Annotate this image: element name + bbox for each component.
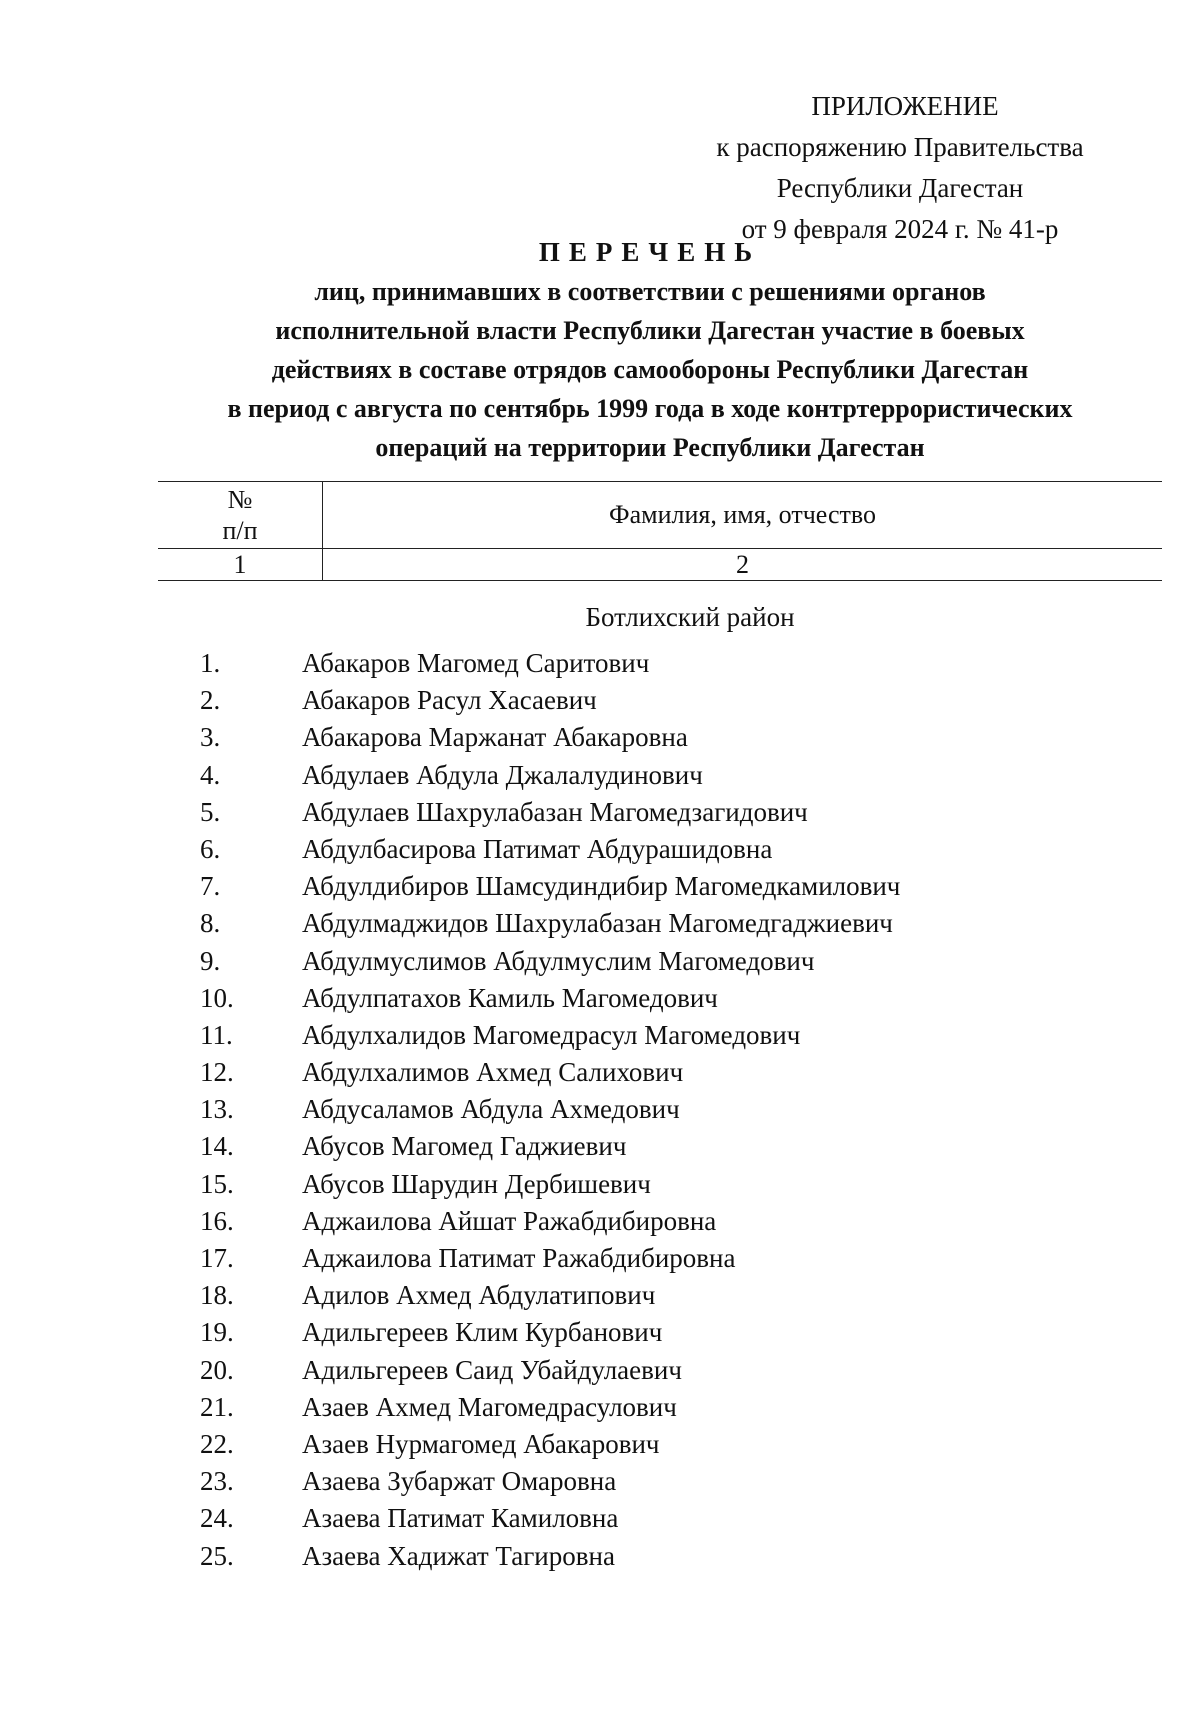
entry-name: Абдулдибиров Шамсудиндибир Магомедкамилович: [302, 871, 901, 902]
entry-number: 7.: [200, 871, 221, 902]
appendix-title: ПРИЛОЖЕНИЕ: [811, 91, 999, 121]
entry-name: Азаева Хадижат Тагировна: [302, 1540, 615, 1571]
entry-name: Абакаров Расул Хасаевич: [302, 685, 597, 716]
list-item: [0, 1240, 1200, 1277]
entry-name: Абдулбасирова Патимат Абдурашидовна: [302, 833, 773, 864]
list-item: [0, 1463, 1200, 1500]
entry-number: 1.: [200, 648, 221, 678]
column-number-header-line-1: №: [227, 485, 253, 514]
entry-name: Абдулаев Шахрулабазан Магомедзагидович: [302, 796, 808, 827]
entry-number: 5.: [200, 796, 221, 827]
entry-name: Абусов Магомед Гаджиевич: [302, 1131, 627, 1162]
column-name-index: 2: [323, 549, 1163, 581]
district-heading: Ботлихский район: [585, 602, 795, 632]
list-item: [0, 1426, 1200, 1463]
list-item: [0, 1017, 1200, 1054]
list-item: [0, 1054, 1200, 1091]
subtitle-line-4: в период с августа по сентябрь 1999 года в ходе контртеррористических: [227, 394, 1073, 423]
entry-number: 15.: [200, 1168, 234, 1199]
subtitle-line-1: лиц, принимавших в соответствии с решениями органов: [314, 277, 986, 306]
list-item: [0, 1314, 1200, 1351]
subtitle-line-3: действиях в составе отрядов самообороны Республики Дагестан: [271, 355, 1029, 384]
list-item: [0, 682, 1200, 719]
list-item: [0, 1128, 1200, 1165]
entry-number: 25.: [200, 1540, 234, 1571]
list-item: [0, 943, 1200, 980]
entry-number: 2.: [200, 685, 221, 716]
entry-name: Аджаилова Патимат Ражабдибировна: [302, 1243, 736, 1273]
appendix-line-2: Республики Дагестан: [776, 173, 1024, 203]
entry-number: 17.: [200, 1243, 234, 1273]
list-table-header: [158, 481, 1162, 581]
list-item: [0, 645, 1200, 682]
entry-number: 11.: [200, 1019, 233, 1050]
subtitle-line-5: операций на территории Республики Дагестан: [375, 433, 925, 462]
list-item: [0, 1389, 1200, 1426]
appendix-line-3: от 9 февраля 2024 г. № 41-р: [741, 214, 1059, 244]
entry-number: 23.: [200, 1466, 234, 1497]
column-number-header: [158, 482, 323, 549]
list-item: [0, 1166, 1200, 1203]
entry-name: Абдусаламов Абдула Ахмедович: [302, 1094, 680, 1125]
entry-name: Азаев Ахмед Магомедрасулович: [302, 1391, 677, 1422]
entry-number: 12.: [200, 1057, 234, 1088]
list-item: [0, 831, 1200, 868]
entry-name: Абакаров Магомед Саритович: [302, 648, 650, 678]
entry-number: 8.: [200, 908, 221, 939]
entry-number: 16.: [200, 1205, 234, 1236]
list-item: [0, 868, 1200, 905]
list-item: [0, 757, 1200, 794]
list-item: [0, 794, 1200, 831]
list-item: [0, 1203, 1200, 1240]
entry-number: 19.: [200, 1317, 234, 1348]
entry-number: 14.: [200, 1131, 234, 1162]
entry-name: Азаев Нурмагомед Абакарович: [302, 1428, 660, 1459]
appendix-block: [690, 86, 1110, 250]
entry-name: Абдулхалидов Магомедрасул Магомедович: [302, 1019, 801, 1050]
entry-number: 9.: [200, 945, 221, 976]
entry-number: 20.: [200, 1354, 234, 1385]
list-item: [0, 719, 1200, 756]
entry-number: 24.: [200, 1503, 234, 1534]
entries-list: [0, 645, 1200, 1575]
list-item: [0, 980, 1200, 1017]
entry-name: Абусов Шарудин Дербишевич: [302, 1168, 651, 1199]
entry-number: 18.: [200, 1280, 234, 1311]
entry-number: 6.: [200, 833, 221, 864]
list-item: [0, 1091, 1200, 1128]
list-item: [0, 1538, 1200, 1575]
list-item: [0, 1277, 1200, 1314]
entry-name: Адильгереев Саид Убайдулаевич: [302, 1354, 682, 1385]
entry-number: 22.: [200, 1428, 234, 1459]
column-name-header: Фамилия, имя, отчество: [323, 482, 1163, 549]
column-number-header-line-2: п/п: [222, 516, 258, 545]
document-subtitle: [150, 272, 1150, 467]
entry-number: 21.: [200, 1391, 234, 1422]
list-item: [0, 1352, 1200, 1389]
entry-number: 4.: [200, 759, 221, 790]
list-item: [0, 905, 1200, 942]
entry-name: Абдулмаджидов Шахрулабазан Магомедгаджиевич: [302, 908, 893, 939]
entry-name: Адилов Ахмед Абдулатипович: [302, 1280, 656, 1311]
entry-name: Абдулпатахов Камиль Магомедович: [302, 982, 718, 1013]
subtitle-line-2: исполнительной власти Республики Дагестан участие в боевых: [275, 316, 1025, 345]
entry-name: Абдулмуслимов Абдулмуслим Магомедович: [302, 945, 815, 976]
entry-name: Абдулхалимов Ахмед Салихович: [302, 1057, 684, 1088]
appendix-line-1: к распоряжению Правительства: [716, 132, 1084, 162]
entry-name: Аджаилова Айшат Ражабдибировна: [302, 1205, 717, 1236]
column-number-index: 1: [158, 549, 323, 581]
entry-name: Азаева Патимат Камиловна: [302, 1503, 619, 1534]
entry-number: 10.: [200, 982, 234, 1013]
entry-number: 13.: [200, 1094, 234, 1125]
entry-name: Абдулаев Абдула Джалалудинович: [302, 759, 703, 790]
list-item: [0, 1500, 1200, 1537]
document-title: ПЕРЕЧЕНЬ: [538, 237, 762, 267]
entry-name: Абакарова Маржанат Абакаровна: [302, 722, 688, 753]
entry-name: Адильгереев Клим Курбанович: [302, 1317, 663, 1348]
entry-name: Азаева Зубаржат Омаровна: [302, 1466, 617, 1497]
entry-number: 3.: [200, 722, 221, 753]
